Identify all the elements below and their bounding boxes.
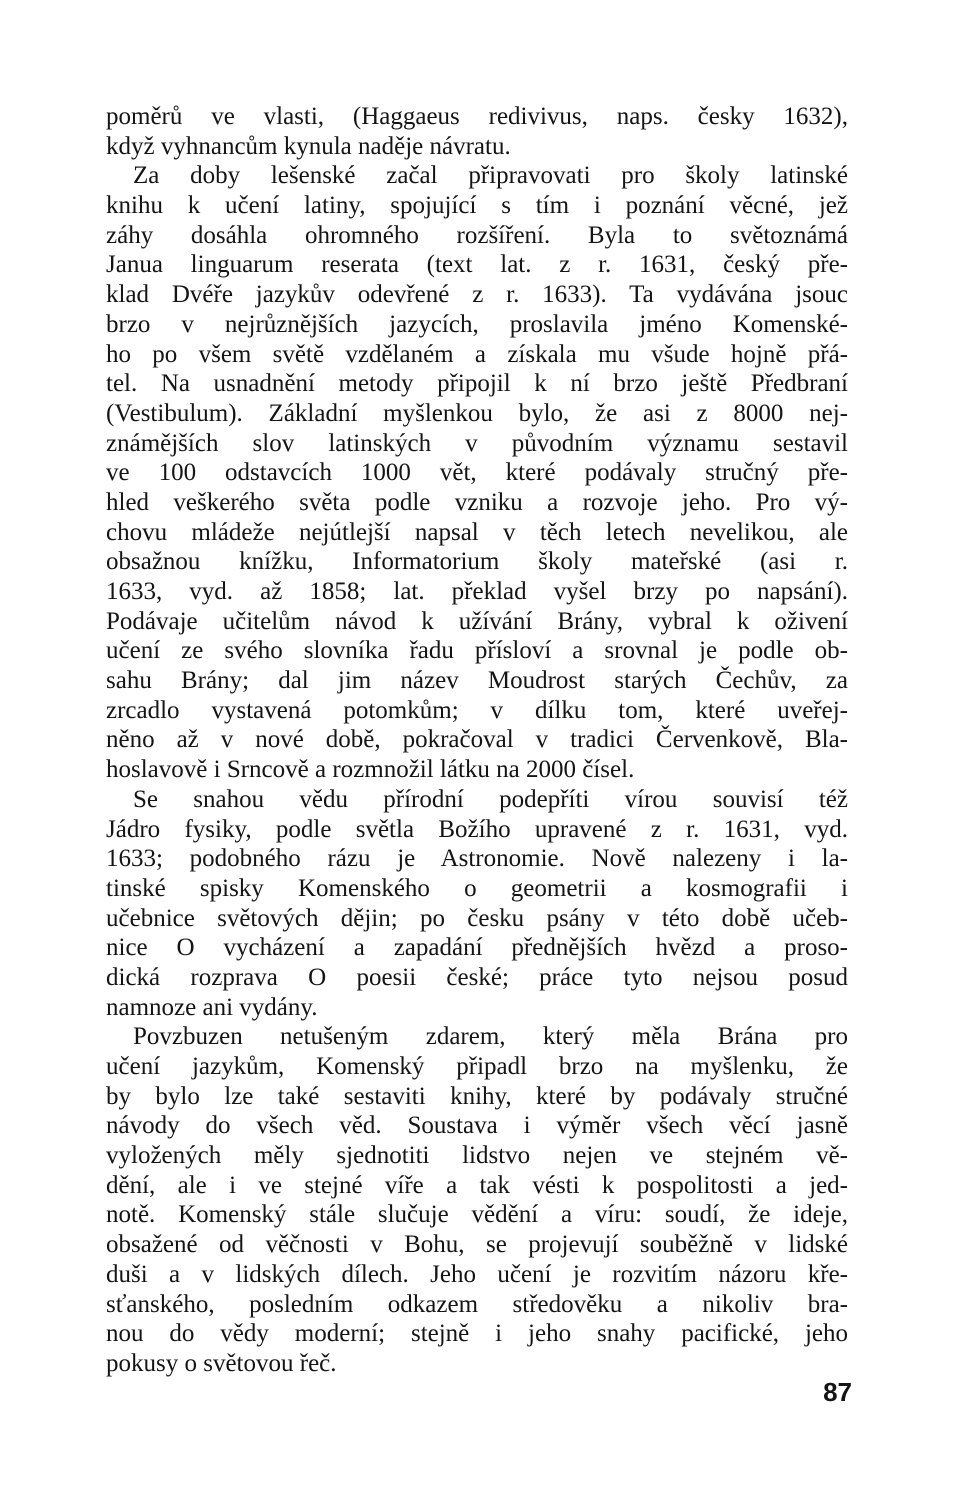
- body-text: [106, 102, 848, 1379]
- text-line: učebnice světových dějin; po česku psány v této době učeb-: [106, 904, 848, 932]
- text-line: chovu mládeže nejútlejší napsal v těch letech nevelikou, ale: [106, 518, 848, 546]
- text-line: poměrů ve vlasti, (Haggaeus redivivus, naps. česky 1632),: [106, 103, 848, 130]
- text-line: by bylo lze také sestaviti knihy, které by podávaly stručné: [106, 1082, 848, 1110]
- text-line: známějších slov latinských v původním významu sestavil: [106, 429, 848, 457]
- text-line: hled veškerého světa podle vzniku a rozvoje jeho. Pro vý-: [106, 488, 848, 516]
- text-line: knihu k učení latiny, spojující s tím i poznání věcné, jež: [106, 192, 848, 220]
- text-line: brzo v nejrůznějších jazycích, proslavila jméno Komenské-: [106, 310, 848, 338]
- text-line: učení ze svého slovníka řadu přísloví a srovnal je podle ob-: [106, 637, 848, 665]
- text-line: Se snahou vědu přírodní podepříti vírou souvisí též: [133, 785, 848, 813]
- text-line: vyložených měly sjednotiti lidstvo nejen ve stejném vě-: [106, 1142, 848, 1170]
- text-line: obsažnou knížku, Informatorium školy mateřské (asi r.: [106, 548, 848, 576]
- text-line: když vyhnancům kynula naděje návratu.: [106, 132, 511, 160]
- text-line: Povzbuzen netušeným zdarem, který měla Brána pro: [133, 1023, 848, 1051]
- page-number: 87: [823, 1377, 852, 1407]
- text-line: ve 100 odstavcích 1000 vět, které podávaly stručný pře-: [106, 459, 848, 487]
- text-line: notě. Komenský stále slučuje vědění a víru: soudí, že ideje,: [106, 1201, 848, 1229]
- text-line: sťanského, posledním odkazem středověku a nikoliv bra-: [106, 1290, 848, 1318]
- text-line: tel. Na usnadnění metody připojil k ní brzo ještě Předbraní: [106, 370, 848, 398]
- text-line: klad Dvéře jazykův odevřené z r. 1633). Ta vydávána jsouc: [106, 281, 848, 309]
- text-line: Za doby lešenské začal připravovati pro školy latinské: [133, 162, 848, 190]
- text-line: učení jazykům, Komenský připadl brzo na myšlenku, že: [106, 1053, 848, 1080]
- text-line: návody do všech věd. Soustava i výměr všech věcí jasně: [106, 1112, 848, 1140]
- text-line: zrcadlo vystavená potomkům; v dílku tom, které uveřej-: [106, 696, 848, 724]
- text-line: záhy dosáhla ohromného rozšíření. Byla to světoznámá: [106, 221, 848, 249]
- text-line: duši a v lidských dílech. Jeho učení je rozvitím názoru kře-: [106, 1260, 848, 1288]
- text-line: Podávaje učitelům návod k užívání Brány, vybral k oživení: [106, 607, 848, 635]
- text-line: Jádro fysiky, podle světla Božího upravené z r. 1631, vyd.: [106, 815, 848, 843]
- text-line: dění, ale i ve stejné víře a tak vésti k pospolitosti a jed-: [106, 1171, 848, 1199]
- text-line: nice O vycházení a zapadání přednějších hvězd a proso-: [106, 934, 848, 962]
- text-line: pokusy o světovou řeč.: [106, 1349, 337, 1377]
- text-line: (Vestibulum). Základní myšlenkou bylo, že asi z 8000 nej-: [106, 399, 848, 427]
- text-line: hoslavově i Srncově a rozmnožil látku na 2000 čísel.: [106, 756, 635, 784]
- text-line: namnoze ani vydány.: [106, 993, 318, 1021]
- text-line: sahu Brány; dal jim název Moudrost starých Čechův, za: [106, 667, 848, 695]
- text-line: něno až v nové době, pokračoval v tradici Červenkově, Bla-: [106, 726, 848, 754]
- text-line: tinské spisky Komenského o geometrii a kosmografii i: [106, 874, 848, 902]
- text-line: ho po všem světě vzdělaném a získala mu všude hojně přá-: [106, 340, 848, 368]
- text-line: obsažené od věčnosti v Bohu, se projevují souběžně v lidské: [106, 1231, 848, 1259]
- text-line: Janua linguarum reserata (text lat. z r. 1631, český pře-: [106, 251, 848, 279]
- text-line: dická rozprava O poesii české; práce tyto nejsou posud: [106, 963, 848, 991]
- text-line: nou do vědy moderní; stejně i jeho snahy pacifické, jeho: [106, 1320, 848, 1348]
- text-line: 1633, vyd. až 1858; lat. překlad vyšel brzy po napsání).: [106, 578, 848, 605]
- text-line: 1633; podobného rázu je Astronomie. Nově nalezeny i la-: [106, 845, 848, 873]
